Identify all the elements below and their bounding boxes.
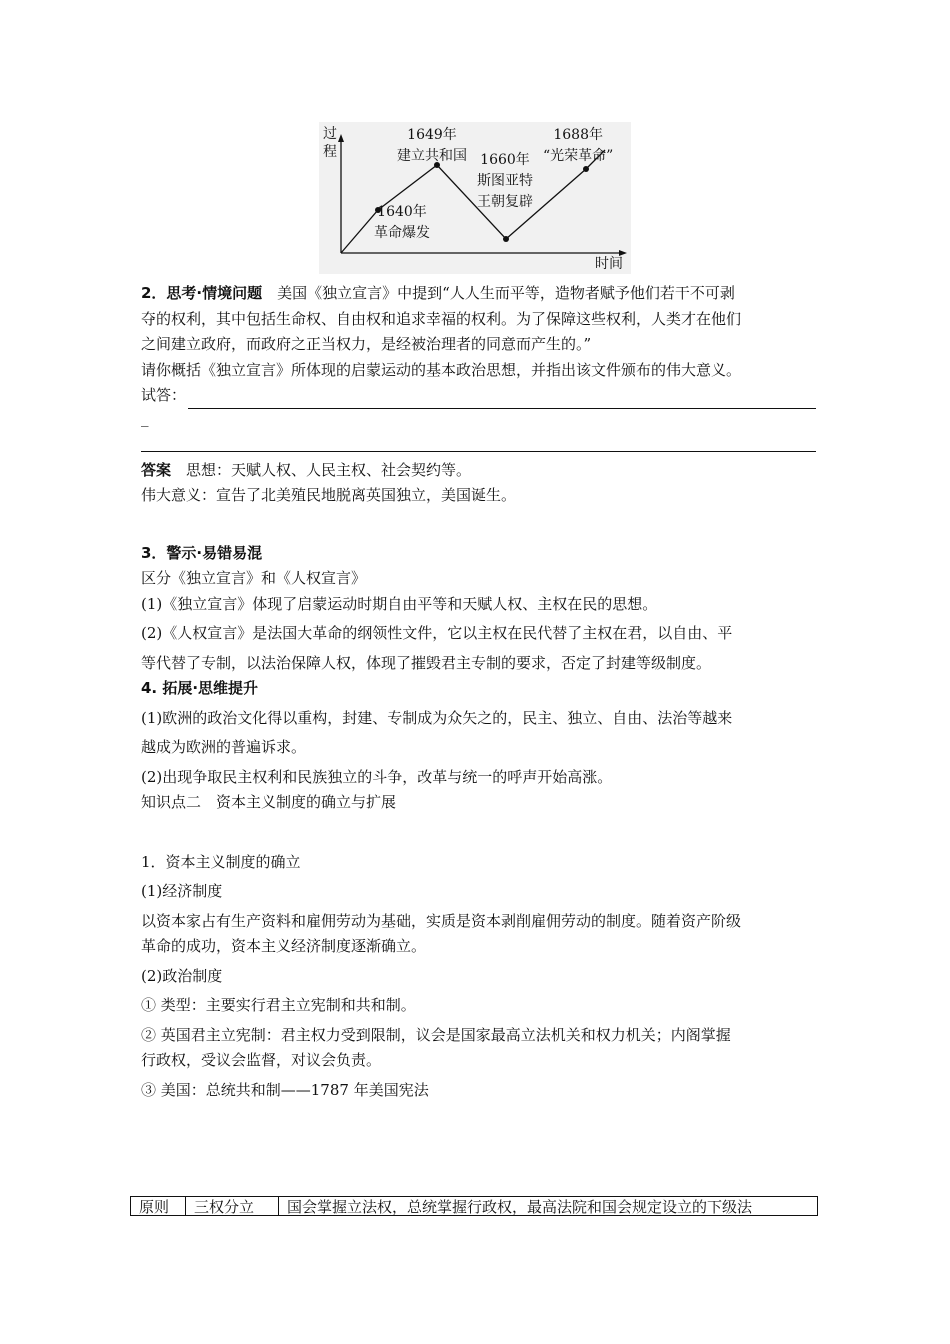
point-1660 — [503, 236, 509, 242]
q4-heading: 4. 拓展·思维提升 — [141, 679, 259, 697]
q4-item2: (2)出现争取民主权利和民族独立的斗争，改革与统一的呼声开始高涨。 — [141, 767, 613, 786]
label-1660: 1660年 斯图亚特 王朝复辟 — [477, 152, 533, 210]
q3-intro: 区分《独立宣言》和《人权宣言》 — [141, 569, 367, 587]
x-axis-label: 时间 — [595, 256, 623, 272]
label-1649: 1649年 建立共和国 — [397, 127, 467, 164]
pol-item2b: 行政权，受议会监督，对议会负责。 — [141, 1051, 382, 1069]
q2-line2: 夺的权利，其中包括生命权、自由权和追求幸福的权利。为了保障这些权利，人类才在他们 — [141, 309, 742, 328]
document-body — [141, 281, 816, 1103]
y-axis-label: 过 程 — [323, 126, 337, 160]
econ-line-a: 以资本家占有生产资料和雇佣劳动为基础，实质是资本剥削雇佣劳动的制度。随着资产阶级 — [141, 911, 742, 930]
econ-line-b: 革命的成功，资本主义经济制度逐渐确立。 — [141, 937, 427, 955]
principle-table-row — [130, 1196, 818, 1216]
econ-heading: (1)经济制度 — [141, 882, 223, 900]
q3-heading: 3．警示·易错易混 — [141, 543, 263, 562]
answer-line2: 伟大意义：宣告了北美殖民地脱离英国独立，美国诞生。 — [141, 486, 517, 504]
q3-item2a: (2)《人权宣言》是法国大革命的纲领性文件，它以主权在民代替了主权在君，以自由、平 — [141, 624, 733, 642]
try-answer-label: 试答： — [141, 386, 187, 404]
section2-h1: 1．资本主义制度的确立 — [141, 852, 301, 871]
label-1640: 1640年 革命爆发 — [374, 204, 430, 241]
answer-blank-1[interactable] — [188, 391, 816, 409]
q2-heading: 2．思考·情境问题 — [141, 284, 263, 302]
label-1688: 1688年 “光荣革命” — [543, 127, 614, 164]
q4-item1b: 越成为欧洲的普遍诉求。 — [141, 738, 307, 756]
pol-item3: ③ 美国：总统共和制——1787 年美国宪法 — [141, 1080, 429, 1099]
answer-stub: _ — [141, 408, 149, 427]
q3-item2b: 等代替了专制，以法治保障人权，体现了摧毁君主专制的要求，否定了封建等级制度。 — [141, 653, 712, 672]
pol-item2a: ② 英国君主立宪制：君主权力受到限制，议会是国家最高立法机关和权力机关；内阁掌握 — [141, 1025, 731, 1044]
table-cell-separation: 三权分立 — [186, 1197, 279, 1215]
table-cell-description: 国会掌握立法权，总统掌握行政权，最高法院和国会规定设立的下级法 — [287, 1198, 753, 1215]
pol-heading: (2)政治制度 — [141, 966, 223, 985]
table-cell-principle: 原则 — [131, 1197, 186, 1215]
answer-blank-2[interactable] — [141, 427, 816, 452]
q2-line1: 2．思考·情境问题 美国《独立宣言》中提到“人人生而平等，造物者赋予他们若干不可剥 — [141, 284, 735, 302]
q4-item1a: (1)欧洲的政治文化得以重构，封建、专制成为众矢之的，民主、独立、自由、法治等越来 — [141, 708, 733, 727]
answer-line1: 答案 思想：天赋人权、人民主权、社会契约等。 — [141, 460, 472, 479]
revolution-process-figure — [319, 122, 631, 274]
q2-question: 请你概括《独立宣言》所体现的启蒙运动的基本政治思想，并指出该文件颁布的伟大意义。 — [141, 360, 742, 379]
answer-field[interactable] — [141, 383, 816, 409]
pol-item1: ① 类型：主要实行君主立宪制和共和制。 — [141, 996, 416, 1014]
section2-title: 知识点二 资本主义制度的确立与扩展 — [141, 793, 397, 811]
q3-item1: (1)《独立宣言》体现了启蒙运动时期自由平等和天赋人权、主权在民的思想。 — [141, 594, 658, 613]
q2-line3: 之间建立政府，而政府之正当权力，是经被治理者的同意而产生的。” — [141, 335, 592, 353]
answer-label: 答案 — [141, 460, 172, 479]
y-axis-arrow — [338, 134, 344, 142]
